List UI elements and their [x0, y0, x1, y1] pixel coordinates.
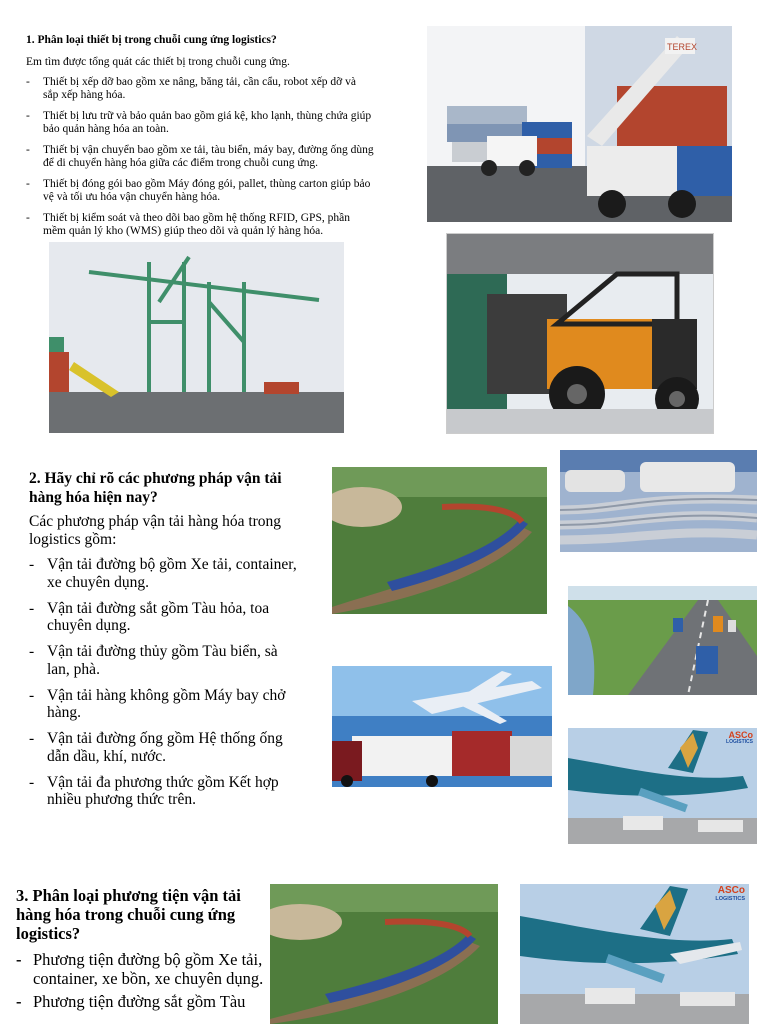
asco-logo-subtext: LOGISTICS [726, 739, 753, 745]
multimodal-photo [332, 666, 552, 787]
list-item: - Vận tải đường ống gồm Hệ thống ống dẫn dầu, khí, nước. [29, 730, 301, 765]
list-item: - Thiết bị kiểm soát và theo dõi bao gồm hệ thống RFID, GPS, phần mềm quản lý kho (WMS) giúp theo dõi và quản lý hàng hóa. [26, 212, 374, 238]
asco-logo [715, 887, 745, 903]
highway-photo [568, 586, 757, 695]
train-photo [332, 467, 547, 614]
section1-intro: Em tìm được tổng quát các thiết bị trong chuỗi cung ứng. [26, 56, 290, 68]
crane-brand-text: TEREX [667, 42, 698, 52]
list-item: - Thiết bị lưu trữ và bảo quản bao gồm giá kệ, kho lạnh, thùng chứa giúp bảo quản hàng hóa an toàn. [26, 110, 374, 136]
gantry-crane-photo [49, 242, 344, 433]
forklift-photo [446, 233, 714, 434]
pipeline-photo [560, 450, 757, 552]
asco-logo-text: ASCo [717, 885, 745, 896]
list-item: - Vận tải đường bộ gồm Xe tải, container, xe chuyên dụng. [29, 556, 301, 591]
section3-heading: 3. Phân loại phương tiện vận tải hàng hóa trong chuỗi cung ứng logistics? [16, 886, 241, 943]
airline-cargo-photo-small [568, 728, 757, 844]
list-item: - Vận tải đa phương thức gồm Kết hợp nhiều phương thức trên. [29, 774, 301, 809]
list-item: - Thiết bị xếp dỡ bao gồm xe nâng, băng tải, cần cẩu, robot xếp dỡ và sắp xếp hàng hóa. [26, 76, 374, 102]
section2-intro: Các phương pháp vận tải hàng hóa trong logistics gồm: [29, 513, 282, 548]
section2-heading: 2. Hãy chỉ rõ các phương pháp vận tải hàng hóa hiện nay? [29, 470, 282, 506]
list-item: - Thiết bị vận chuyển bao gồm xe tải, tàu biển, máy bay, đường ống dùng để di chuyển hàng hóa giữa các điểm trong chuỗi cung ứng. [26, 144, 374, 170]
list-item: - Phương tiện đường sắt gồm Tàu [16, 992, 264, 1011]
container-yard-photo [427, 26, 732, 222]
section2-list [29, 556, 301, 817]
train-photo-large [270, 884, 498, 1024]
section1-heading: 1. Phân loại thiết bị trong chuỗi cung ứng logistics? [26, 34, 277, 46]
list-item: - Phương tiện đường bộ gồm Xe tải, container, xe bồn, xe chuyên dụng. [16, 950, 264, 988]
list-item: - Vận tải đường thủy gồm Tàu biển, sà lan, phà. [29, 643, 301, 678]
list-item: - Vận tải đường sắt gồm Tàu hỏa, toa chuyên dụng. [29, 600, 301, 635]
section1-list [26, 76, 374, 246]
list-item: - Vận tải hàng không gồm Máy bay chở hàng. [29, 687, 301, 722]
asco-logo-subtext: LOGISTICS [715, 896, 745, 902]
asco-logo [726, 732, 753, 746]
list-item: - Thiết bị đóng gói bao gồm Máy đóng gói, pallet, thùng carton giúp bảo vệ và tối ưu hóa vận chuyển hàng hóa. [26, 178, 374, 204]
asco-logo-text: ASCo [728, 730, 753, 740]
section3-list [16, 950, 264, 1015]
airline-cargo-photo-large [520, 884, 749, 1024]
